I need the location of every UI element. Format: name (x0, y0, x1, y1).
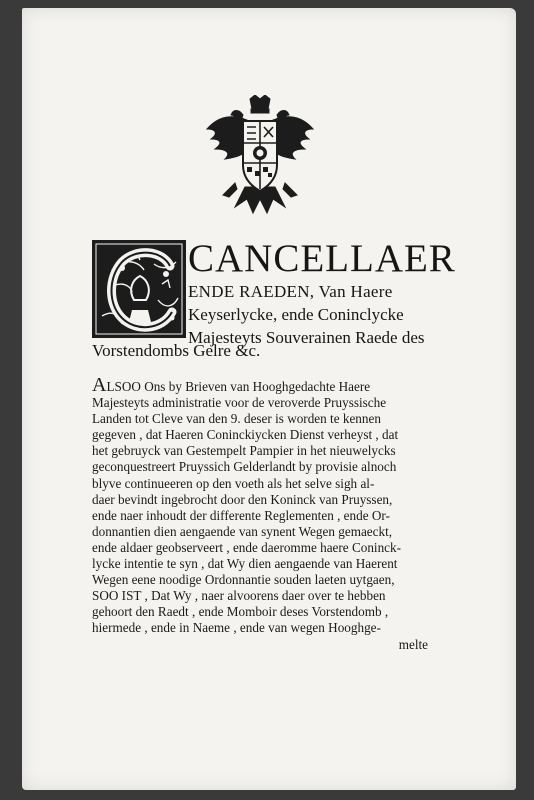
proclamation-heading (188, 237, 456, 349)
body-line: gegeven , dat Haeren Coninckiycken Dienst verheyst , dat (92, 427, 399, 443)
body-line: blyve continueeren op den voeth als het selve sigh al- (92, 475, 375, 491)
catchword: melte (398, 636, 428, 652)
body-line: hiermede , ende in Naeme , ende van wegen Hooghge- (92, 620, 381, 636)
body-line: het gebruyck van Gestempelt Pampier in het nieuwelycks (92, 443, 396, 459)
proclamation-title: CANCELLAER (188, 237, 456, 280)
body-line-first (92, 374, 432, 396)
body-line: Wegen eene noodige Ordonnantie souden laeten uytgaen, (92, 572, 395, 588)
heading-last-line: Vorstendombs Gelre &c. (92, 341, 261, 360)
body-line: geconquestreert Pruyssich Gelderlandt by provisie alnoch (92, 459, 397, 475)
body-line: ende aldaer geobserveert , ende daeromme haere Coninck- (92, 539, 402, 555)
body-line: SOO IST , Dat Wy , naer alvoorens daer over te hebben (92, 588, 386, 604)
decorated-initial-c (92, 240, 186, 338)
body-line: Landen tot Cleve van den 9. deser is worden te kennen (92, 411, 381, 427)
first-word: LSOO (106, 379, 141, 394)
double-headed-eagle-crest (205, 95, 315, 220)
heading-line: Majesteyts Souverainen Raede des (188, 328, 425, 347)
dropcap-a: A (92, 374, 107, 396)
body-line: gehoort den Raedt , ende Momboir deses Vorstendomb , (92, 604, 389, 620)
body-line: ende naer inhoudt der differente Reglementen , ende Or- (92, 507, 390, 523)
body-line: Majesteyts administratie voor de veroverde Pruyssische (92, 395, 387, 411)
body-line: donnantien dien aengaende van synent Wegen gemaeckt, (92, 523, 393, 539)
body-line: Ons by Brieven van Hooghgedachte Haere (140, 379, 371, 394)
heading-line: ENDE RAEDEN, Van Haere (188, 282, 393, 301)
body-line: daer bevindt ingebrocht door den Koninck van Pruyssen, (92, 491, 393, 507)
body-line: lycke intentie te syn , dat Wy dien aengaende van Haerent (92, 556, 398, 572)
proclamation-body (92, 374, 432, 653)
heading-line: Keyserlycke, ende Coninclycke (188, 305, 404, 324)
